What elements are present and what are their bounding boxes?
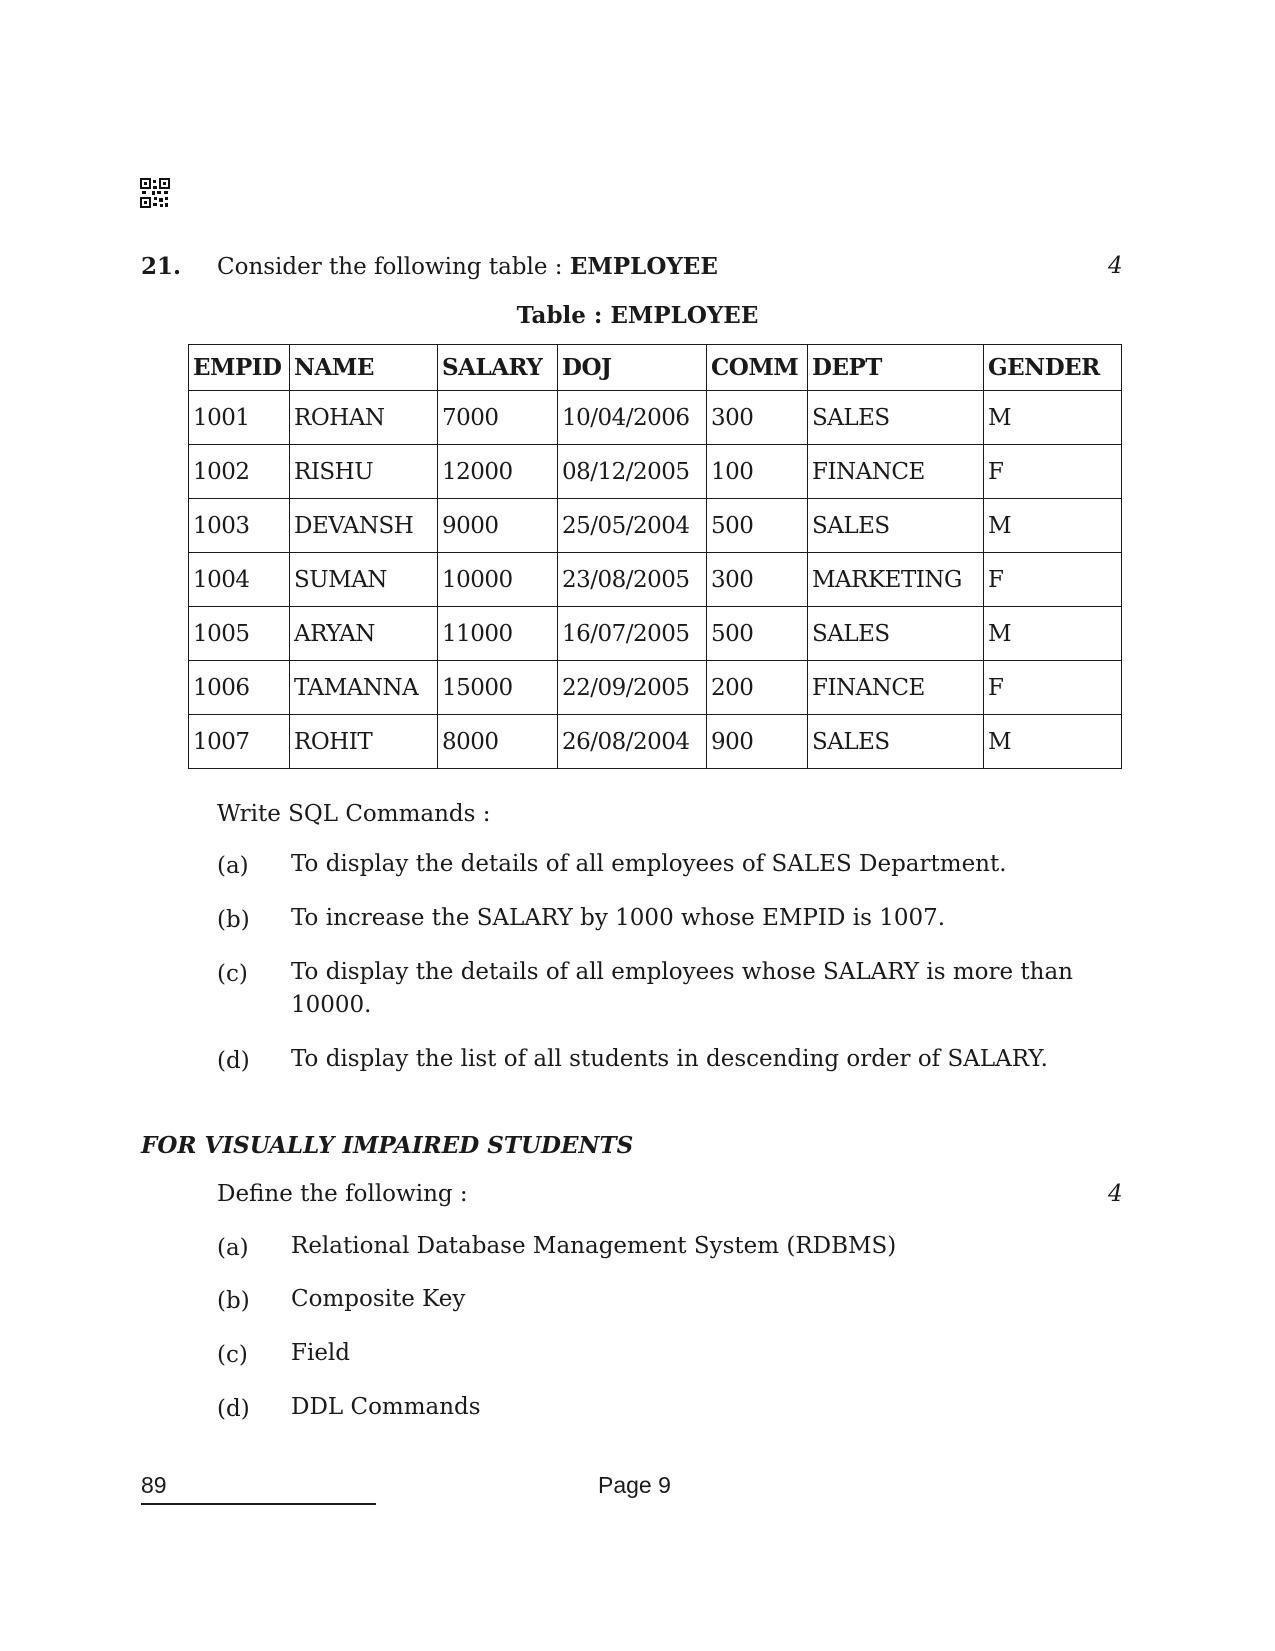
table-cell: 500 xyxy=(707,499,808,553)
column-header-doj: DOJ xyxy=(558,345,707,391)
paper-code: 89 xyxy=(141,1472,167,1498)
table-cell: 12000 xyxy=(438,445,558,499)
vi-marks: 4 xyxy=(1108,1181,1123,1207)
footer-rule xyxy=(141,1503,376,1505)
table-cell: 16/07/2005 xyxy=(558,607,707,661)
table-cell: 900 xyxy=(707,715,808,769)
table-cell: M xyxy=(984,391,1122,445)
vi-item-a-text: Relational Database Management System (RDBMS) xyxy=(291,1233,897,1259)
table-cell: MARKETING xyxy=(808,553,984,607)
vi-item-c-text: Field xyxy=(291,1340,351,1366)
table-cell: SUMAN xyxy=(290,553,438,607)
column-header-comm: COMM xyxy=(707,345,808,391)
sql-item-b-label: (b) xyxy=(217,907,250,933)
vi-item-b-label: (b) xyxy=(217,1288,250,1314)
qr-code-icon xyxy=(140,178,170,208)
table-cell: 500 xyxy=(707,607,808,661)
table-cell: 22/09/2005 xyxy=(558,661,707,715)
table-row xyxy=(189,553,1122,607)
question-stem-text: Consider the following table : xyxy=(217,254,570,280)
vi-item-d-text: DDL Commands xyxy=(291,1394,481,1420)
table-cell: DEVANSH xyxy=(290,499,438,553)
vi-item-d-label: (d) xyxy=(217,1396,250,1422)
table-row xyxy=(189,445,1122,499)
table-cell: 9000 xyxy=(438,499,558,553)
table-cell: 1003 xyxy=(189,499,290,553)
table-row xyxy=(189,607,1122,661)
table-cell: 1001 xyxy=(189,391,290,445)
question-marks: 4 xyxy=(1108,253,1123,279)
sql-intro: Write SQL Commands : xyxy=(217,801,491,827)
table-cell: FINANCE xyxy=(808,445,984,499)
table-cell: M xyxy=(984,715,1122,769)
table-cell: 100 xyxy=(707,445,808,499)
vi-item-b-text: Composite Key xyxy=(291,1286,466,1312)
question-stem-table-name: EMPLOYEE xyxy=(569,253,718,280)
table-cell: ARYAN xyxy=(290,607,438,661)
column-header-name: NAME xyxy=(290,345,438,391)
employee-table xyxy=(188,344,1122,769)
table-cell: SALES xyxy=(808,715,984,769)
table-cell: 25/05/2004 xyxy=(558,499,707,553)
sql-item-a-text: To display the details of all employees of SALES Department. xyxy=(291,851,1007,877)
table-cell: RISHU xyxy=(290,445,438,499)
vi-intro: Define the following : xyxy=(217,1181,468,1207)
page-number: Page 9 xyxy=(598,1472,671,1498)
table-cell: 08/12/2005 xyxy=(558,445,707,499)
question-number: 21. xyxy=(141,253,182,280)
table-row xyxy=(189,661,1122,715)
column-header-dept: DEPT xyxy=(808,345,984,391)
table-cell: SALES xyxy=(808,607,984,661)
question-stem xyxy=(217,253,718,280)
table-cell: FINANCE xyxy=(808,661,984,715)
table-cell: 1007 xyxy=(189,715,290,769)
table-cell: ROHAN xyxy=(290,391,438,445)
table-cell: F xyxy=(984,661,1122,715)
vi-item-c-label: (c) xyxy=(217,1342,248,1368)
table-cell: ROHIT xyxy=(290,715,438,769)
table-cell: 1006 xyxy=(189,661,290,715)
table-caption: Table : EMPLOYEE xyxy=(516,302,759,329)
table-cell: M xyxy=(984,499,1122,553)
table-cell: 300 xyxy=(707,553,808,607)
table-row xyxy=(189,499,1122,553)
table-header-row xyxy=(189,345,1122,391)
column-header-gender: GENDER xyxy=(984,345,1122,391)
sql-item-b-text: To increase the SALARY by 1000 whose EMPID is 1007. xyxy=(291,905,946,931)
table-cell: F xyxy=(984,445,1122,499)
table-cell: 10000 xyxy=(438,553,558,607)
table-row xyxy=(189,715,1122,769)
sql-item-a-label: (a) xyxy=(217,853,249,879)
table-cell: F xyxy=(984,553,1122,607)
table-row xyxy=(189,391,1122,445)
table-cell: M xyxy=(984,607,1122,661)
table-cell: 15000 xyxy=(438,661,558,715)
table-cell: 200 xyxy=(707,661,808,715)
table-cell: 1005 xyxy=(189,607,290,661)
table-cell: 11000 xyxy=(438,607,558,661)
table-cell: 26/08/2004 xyxy=(558,715,707,769)
table-cell: TAMANNA xyxy=(290,661,438,715)
vi-item-a-label: (a) xyxy=(217,1235,249,1261)
sql-item-d-text: To display the list of all students in descending order of SALARY. xyxy=(291,1046,1048,1072)
visually-impaired-heading: FOR VISUALLY IMPAIRED STUDENTS xyxy=(141,1132,634,1159)
table-cell: SALES xyxy=(808,499,984,553)
table-cell: 7000 xyxy=(438,391,558,445)
table-cell: 10/04/2006 xyxy=(558,391,707,445)
column-header-empid: EMPID xyxy=(189,345,290,391)
table-cell: 8000 xyxy=(438,715,558,769)
sql-item-c-text: To display the details of all employees whose SALARY is more than 10000. xyxy=(291,959,1073,1018)
table-cell: SALES xyxy=(808,391,984,445)
table-cell: 1004 xyxy=(189,553,290,607)
table-cell: 23/08/2005 xyxy=(558,553,707,607)
sql-item-d-label: (d) xyxy=(217,1048,250,1074)
sql-item-c-label: (c) xyxy=(217,961,248,987)
table-cell: 1002 xyxy=(189,445,290,499)
table-cell: 300 xyxy=(707,391,808,445)
column-header-salary: SALARY xyxy=(438,345,558,391)
